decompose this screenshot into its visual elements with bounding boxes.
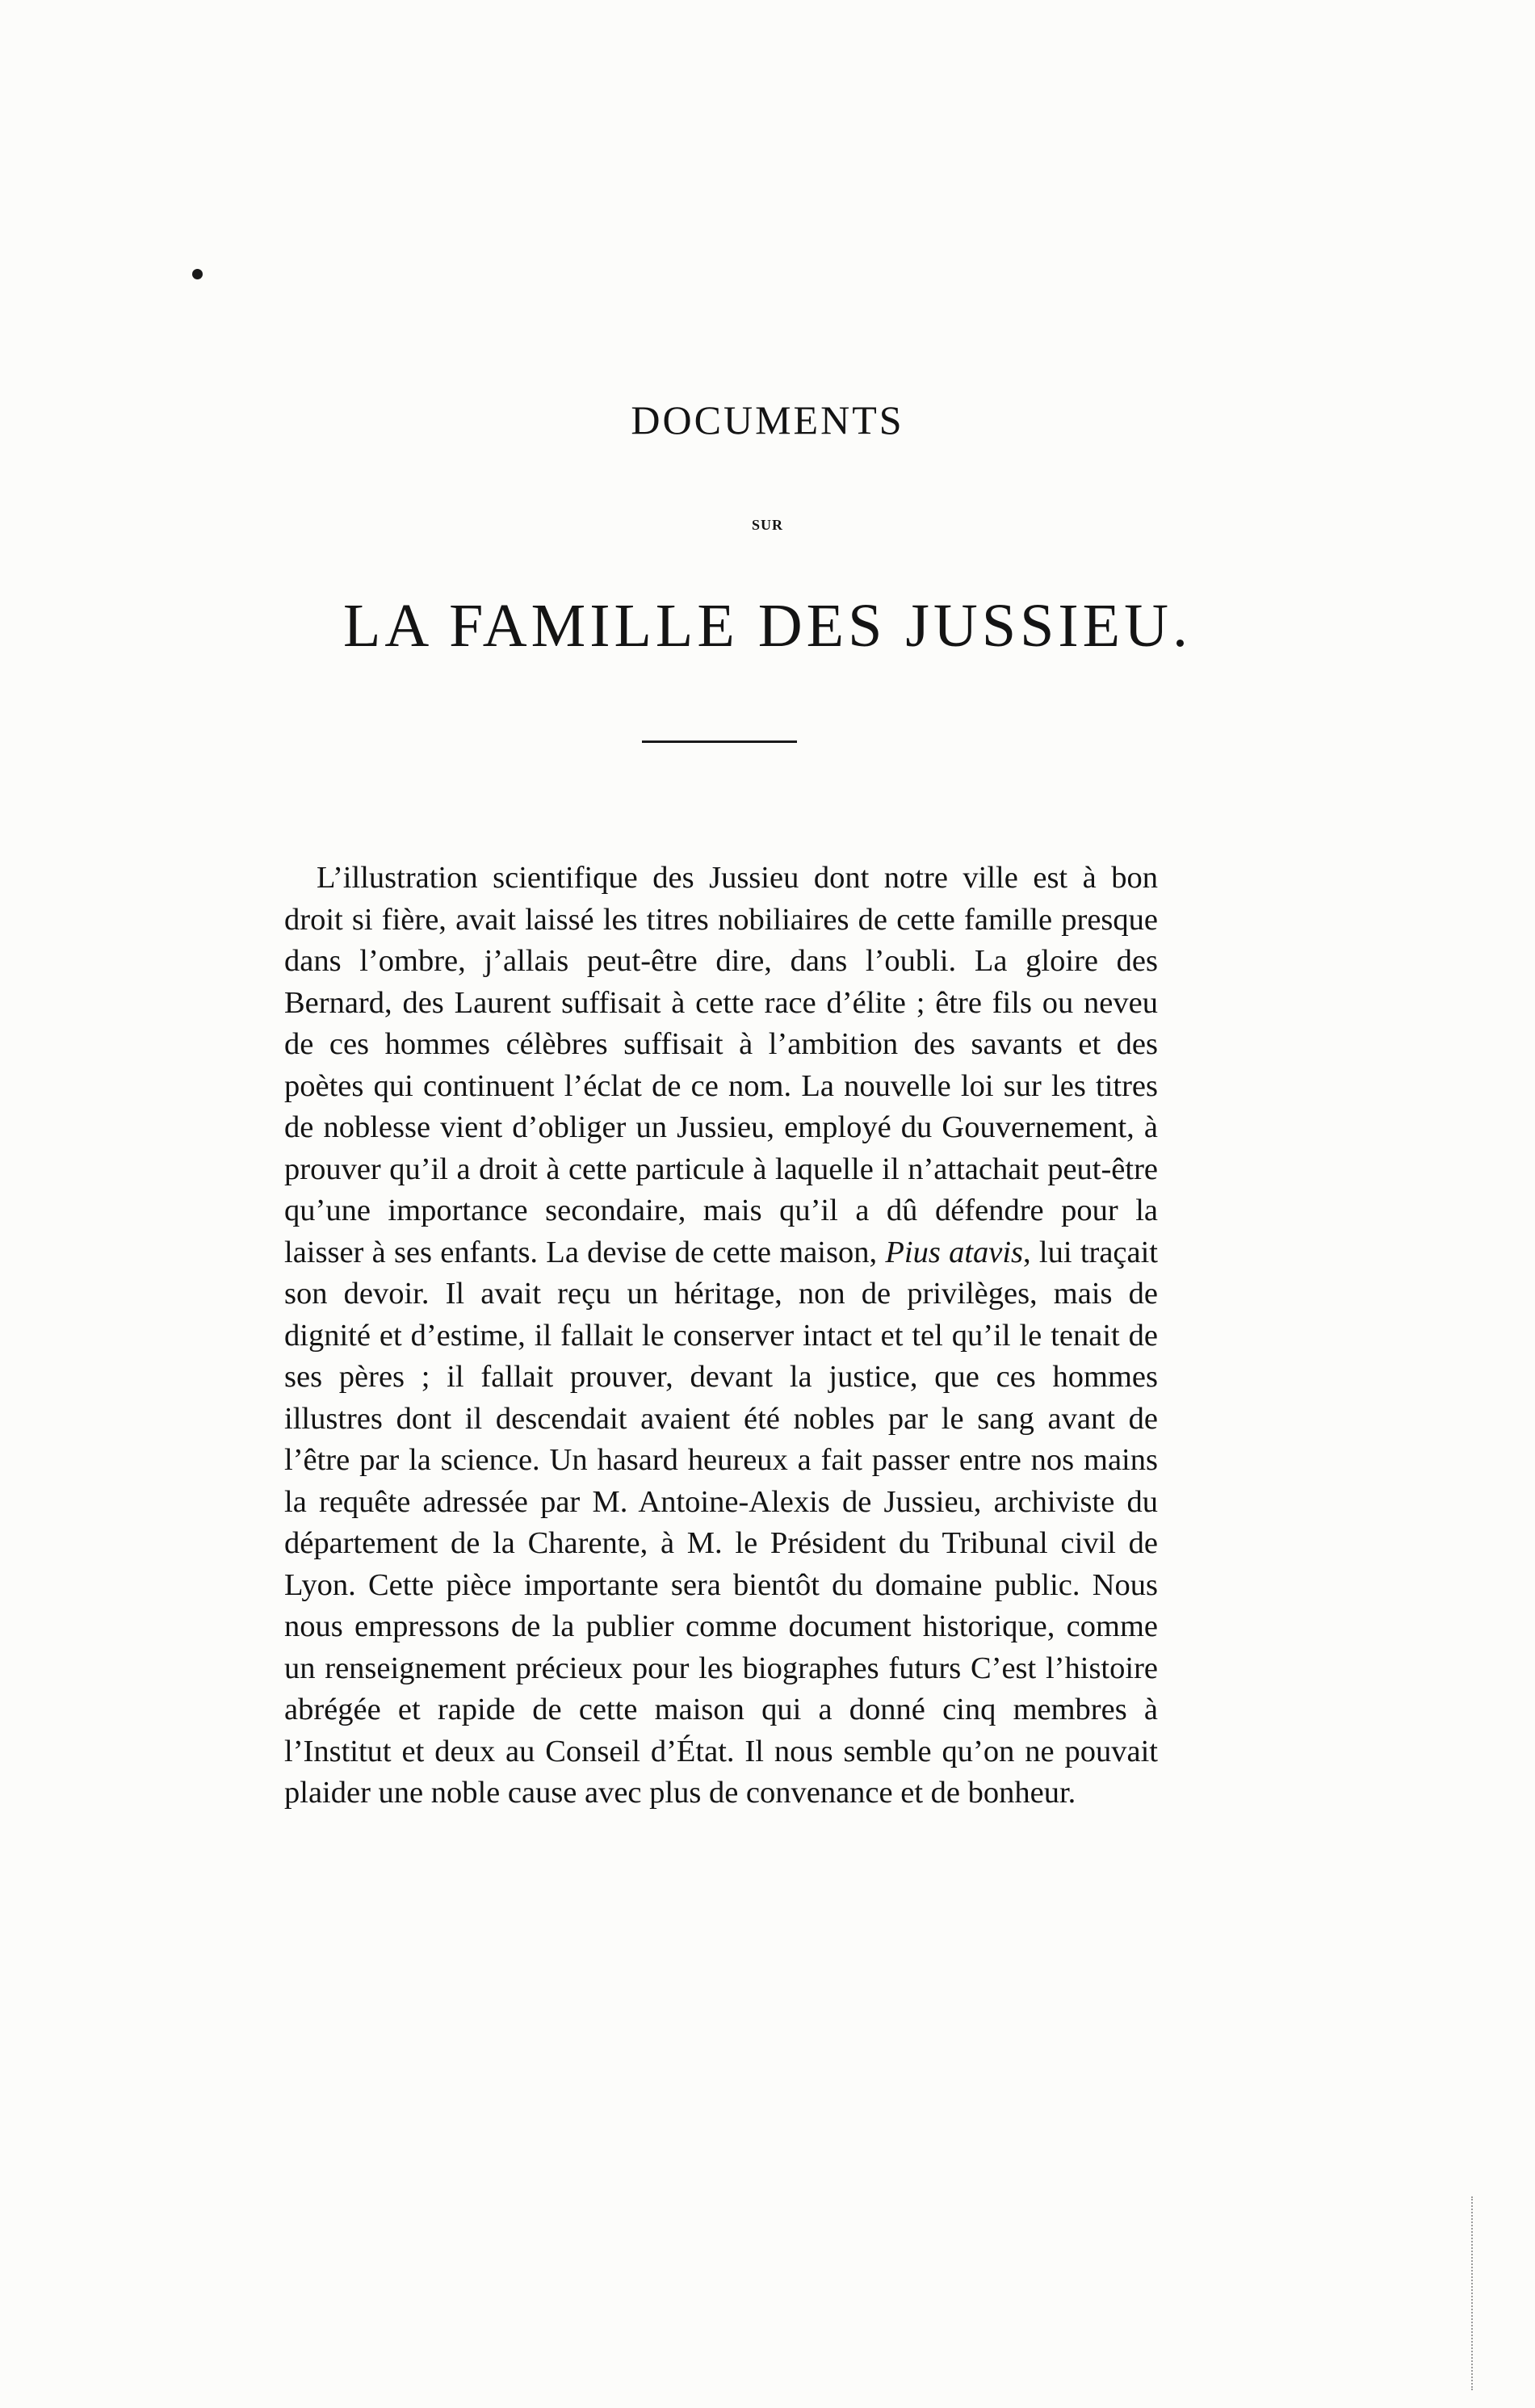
margin-scan-marks [1471, 2196, 1476, 2390]
body-text-part-2: , lui traçait son devoir. Il avait reçu un héritage, non de privilèges, mais de dignité et d’estime, il fallait le conserver intact et tel qu’il le tenait de ses pères ; il fallait prouver, devant la justice, que ces hommes illustres dont il descendait avaient été nobles par le sang avant de l’être par la science. Un hasard heureux a fait passer entre nos mains la requête adressée par M. Antoine-Alexis de Jussieu, archiviste du département de la Charente, à M. le Président du Tribunal civil de Lyon. Cette pièce importante sera bientôt du domaine public. Nous nous empressons de la publier comme document historique, comme un renseignement précieux pour les biographes futurs C’est l’histoire abrégée et rapide de cette maison qui a donné cinq membres à l’Institut et deux au Conseil d’État. Il nous semble qu’on ne pouvait plaider une noble cause avec plus de convenance et de bonheur. [284, 1235, 1158, 1810]
section-divider-rule [642, 740, 797, 743]
document-title: DOCUMENTS [631, 397, 904, 443]
title-connector: SUR [751, 517, 783, 533]
body-paragraph [284, 858, 1158, 1814]
motto-italic: Pius atavis [885, 1235, 1024, 1269]
document-subject-heading: LA FAMILLE DES JUSSIEU. [343, 592, 1192, 660]
ink-dot-mark [192, 269, 203, 279]
body-text-part-1: L’illustration scientifique des Jussieu dont notre ville est à bon droit si fière, avait laissé les titres nobiliaires de cette famille presque dans l’ombre, j’allais peut-être dire, dans l’oubli. La gloire des Bernard, des Laurent suffisait à cette race d’élite ; être fils ou neveu de ces hommes célèbres suffisait à l’ambition des savants et des poètes qui continuent l’éclat de ce nom. La nouvelle loi sur les titres de noblesse vient d’obliger un Jussieu, employé du Gouvernement, à prouver qu’il a droit à cette particule à laquelle il n’attachait peut-être qu’une importance secondaire, mais qu’il a dû défendre pour la laisser à ses enfants. La devise de cette maison, [284, 861, 1158, 1269]
